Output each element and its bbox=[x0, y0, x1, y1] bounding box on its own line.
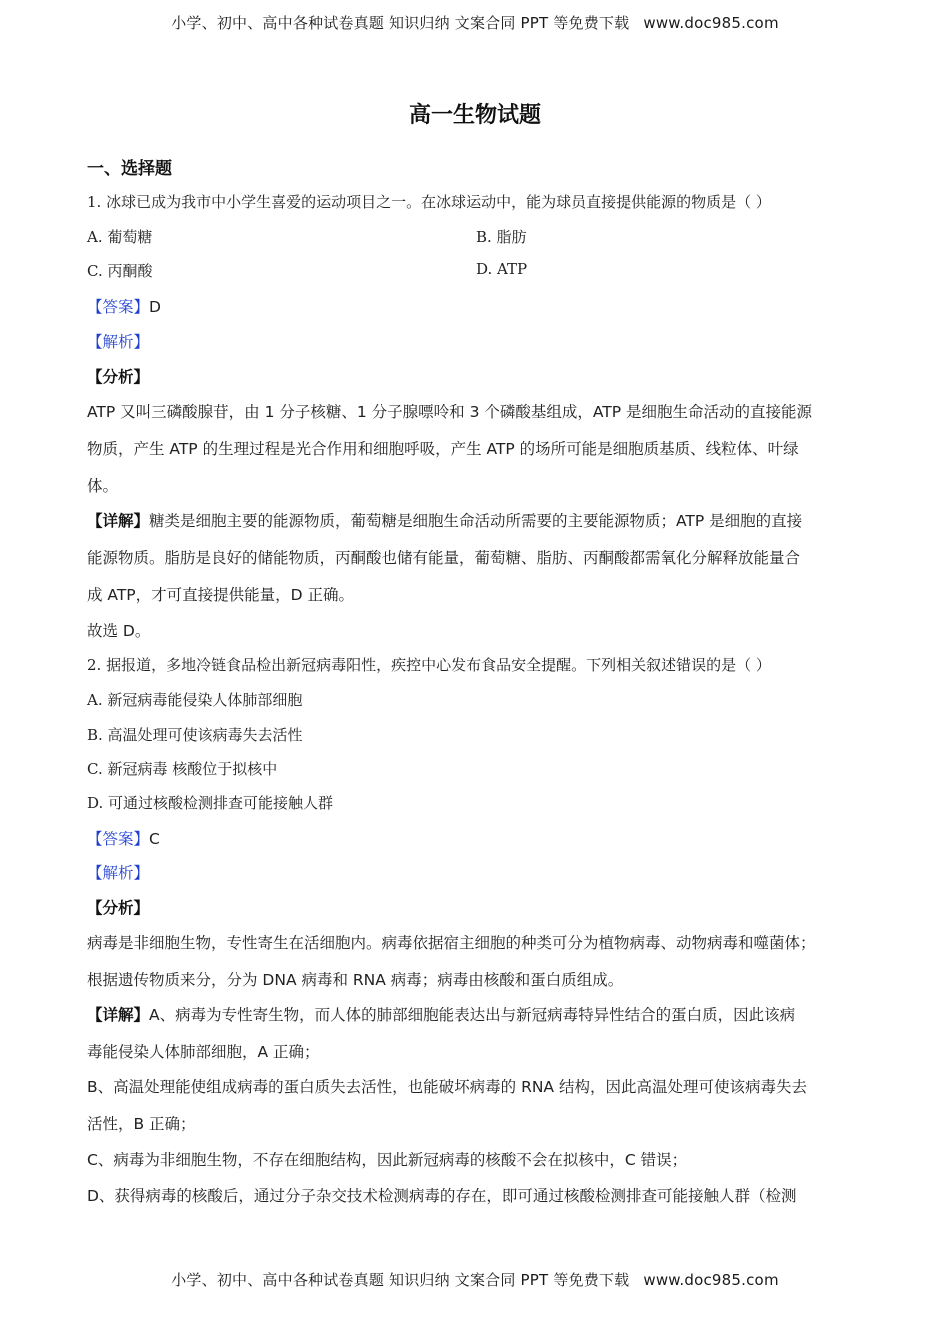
q1-analysis-label: 【解析】 bbox=[87, 333, 150, 351]
q1-detail-first bbox=[87, 509, 802, 531]
q2-option-d: D. 可通过核酸检测排查可能接触人群 bbox=[87, 794, 334, 812]
q1-detail-text: 糖类是细胞主要的能源物质，葡萄糖是细胞生命活动所需要的主要能源物质；ATP 是细胞的直接 bbox=[149, 512, 803, 530]
q2-option-a: A. 新冠病毒能侵染人体肺部细胞 bbox=[87, 691, 303, 709]
q2-answer-value: C bbox=[149, 830, 160, 848]
footer-url-link[interactable]: www.doc985.com bbox=[643, 1271, 779, 1289]
q1-detail-label: 【详解】 bbox=[87, 512, 150, 530]
q2-detail-first bbox=[87, 1003, 795, 1025]
q2-detail-text: A、病毒为专性寄生物，而人体的肺部细胞能表达出与新冠病毒特异性结合的蛋白质，因此该病 bbox=[149, 1006, 796, 1024]
q1-option-b: B. 脂肪 bbox=[476, 228, 527, 246]
q2-detail-line-2: 毒能侵染人体肺部细胞，A 正确； bbox=[87, 1043, 320, 1061]
q2-detail-line-5: C、病毒为非细胞生物，不存在细胞结构，因此新冠病毒的核酸不会在拟核中，C 错误； bbox=[87, 1151, 688, 1169]
q2-option-b: B. 高温处理可使该病毒失去活性 bbox=[87, 726, 303, 744]
q1-fenxi-line-3: 体。 bbox=[87, 477, 119, 495]
q1-fenxi-label: 【分析】 bbox=[87, 368, 150, 386]
q2-stem: 2. 据报道，多地冷链食品检出新冠病毒阳性，疾控中心发布食品安全提醒。下列相关叙述错误的是（ ） bbox=[87, 656, 771, 674]
q1-option-a: A. 葡萄糖 bbox=[87, 228, 153, 246]
footer-text: 小学、初中、高中各种试卷真题 知识归纳 文案合同 PPT 等免费下载 bbox=[171, 1271, 630, 1289]
q2-fenxi-line-1: 病毒是非细胞生物，专性寄生在活细胞内。病毒依据宿主细胞的种类可分为植物病毒、动物病毒和噬菌体； bbox=[87, 934, 816, 952]
q2-answer-label: 【答案】 bbox=[87, 830, 150, 848]
q1-stem: 1. 冰球已成为我市中小学生喜爱的运动项目之一。在冰球运动中，能为球员直接提供能源的物质是（ ） bbox=[87, 193, 771, 211]
q1-fenxi-line-2: 物质，产生 ATP 的生理过程是光合作用和细胞呼吸，产生 ATP 的场所可能是细胞质基质、线粒体、叶绿 bbox=[87, 440, 799, 458]
q1-fenxi-line-1: ATP 又叫三磷酸腺苷，由 1 分子核糖、1 分子腺嘌呤和 3 个磷酸基组成，ATP 是细胞生命活动的直接能源 bbox=[87, 403, 813, 421]
q2-detail-label: 【详解】 bbox=[87, 1006, 150, 1024]
q2-detail-line-4: 活性，B 正确； bbox=[87, 1115, 196, 1133]
q1-detail-line-3: 成 ATP，才可直接提供能量，D 正确。 bbox=[87, 586, 355, 604]
q1-answer-label: 【答案】 bbox=[87, 298, 150, 316]
q1-conclusion: 故选 D。 bbox=[87, 622, 151, 640]
q2-fenxi-line-2: 根据遗传物质来分，分为 DNA 病毒和 RNA 病毒；病毒由核酸和蛋白质组成。 bbox=[87, 971, 624, 989]
q2-analysis-label: 【解析】 bbox=[87, 864, 150, 882]
q1-detail-line-2: 能源物质。脂肪是良好的储能物质，丙酮酸也储有能量，葡萄糖、脂肪、丙酮酸都需氧化分解释放能量合 bbox=[87, 549, 801, 567]
q2-fenxi-label: 【分析】 bbox=[87, 899, 150, 917]
q1-answer bbox=[87, 295, 161, 317]
page-footer bbox=[0, 1269, 950, 1290]
q2-detail-line-3: B、高温处理能使组成病毒的蛋白质失去活性，也能破坏病毒的 RNA 结构，因此高温处理可使该病毒失去 bbox=[87, 1078, 807, 1096]
header-url-link[interactable]: www.doc985.com bbox=[643, 14, 779, 32]
q1-option-d: D. ATP bbox=[476, 260, 528, 278]
q1-option-c: C. 丙酮酸 bbox=[87, 262, 153, 280]
q1-answer-value: D bbox=[149, 298, 161, 316]
page-header bbox=[0, 12, 950, 33]
q2-answer bbox=[87, 827, 160, 849]
section-heading: 一、选择题 bbox=[87, 159, 172, 179]
page-title: 高一生物试题 bbox=[408, 102, 541, 128]
header-text: 小学、初中、高中各种试卷真题 知识归纳 文案合同 PPT 等免费下载 bbox=[171, 14, 630, 32]
q2-option-c: C. 新冠病毒 核酸位于拟核中 bbox=[87, 760, 278, 778]
q2-detail-line-6: D、获得病毒的核酸后，通过分子杂交技术检测病毒的存在，即可通过核酸检测排查可能接触人群（检测 bbox=[87, 1187, 797, 1205]
